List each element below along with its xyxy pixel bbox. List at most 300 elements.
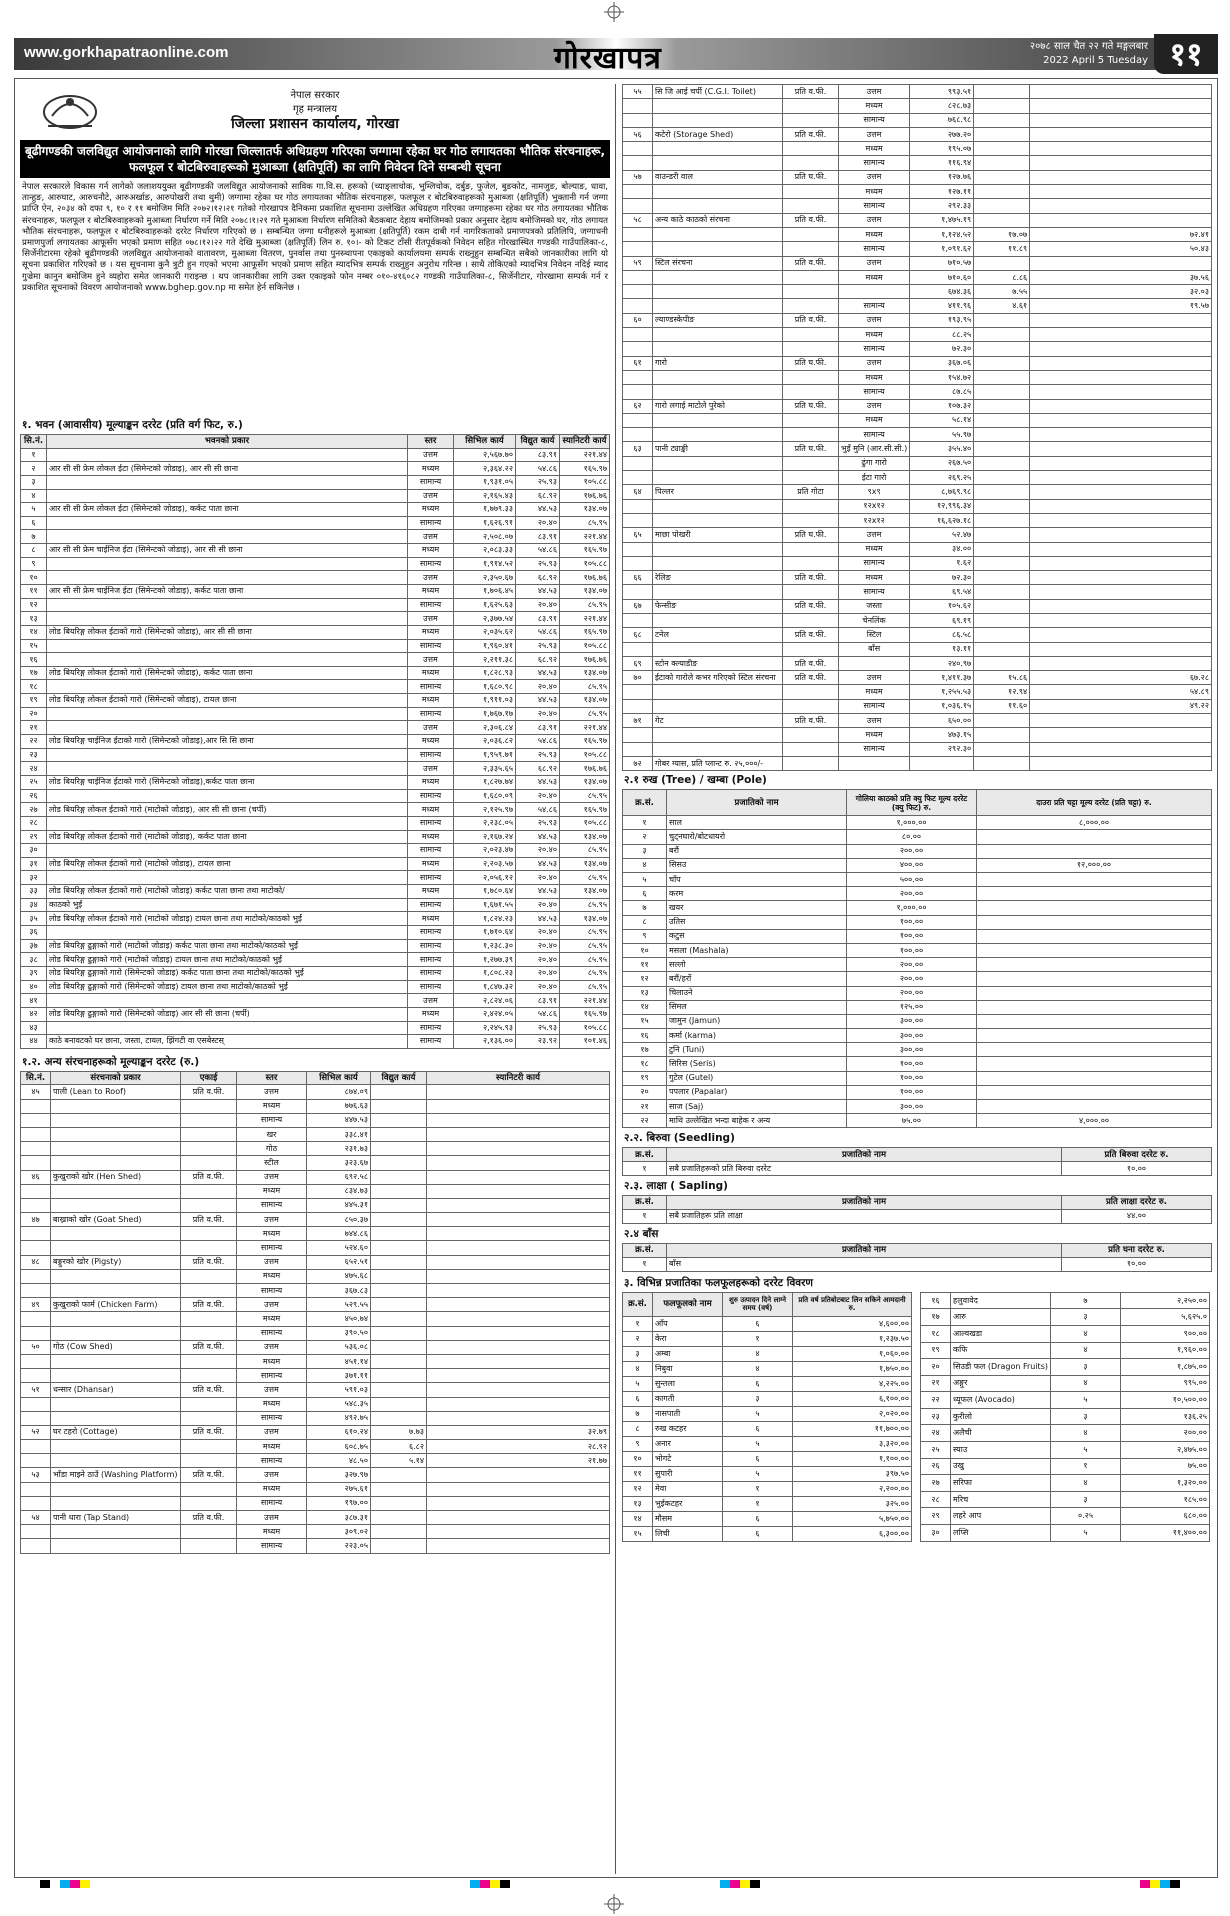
cell [910,756,974,770]
cell: १० [623,943,667,957]
cell: लहरे आप [951,1508,1051,1525]
cell [623,199,653,213]
cell: ५५.९७ [910,428,974,442]
cell: उत्तम [408,571,454,585]
cell: सामान्य [839,585,910,599]
cell [977,1071,1212,1085]
cell: ८,७६९.९८ [910,485,974,499]
cell: १,९६०.०० [1120,1342,1209,1359]
cell: १७ [623,1043,667,1057]
cell [51,1496,181,1510]
cell [974,170,1030,184]
cell: ४७ [21,1213,51,1227]
cell [974,585,1030,599]
cell [1030,370,1212,384]
cell: २०.४० [516,680,560,694]
cell: सामान्य [408,844,454,858]
cell [653,499,783,513]
table-header-row [623,1292,912,1316]
cell: सामान्य [408,557,454,571]
cell: ३००.०० [847,1043,977,1057]
table-row [623,1466,912,1481]
cell: २५.९३ [516,557,560,571]
cell: १६ [21,653,47,667]
cell [181,1454,237,1468]
cell [783,471,839,485]
cell: ४४.५३ [516,694,560,708]
table-row [623,1331,912,1346]
cell [653,299,783,313]
cell: २६९.२५ [910,471,974,485]
cell: २०.४० [516,926,560,940]
date-english: 2022 April 5 Tuesday [1043,55,1148,66]
cell [371,1085,427,1099]
cell: १,६८०.९८ [454,680,516,694]
cell [51,1411,181,1425]
cell: ११६.९४ [910,156,974,170]
cell [371,1227,427,1241]
cell: भोगटे [653,1451,723,1466]
cell: ६ [723,1316,793,1331]
cell: ३ [1050,1491,1120,1508]
fruit-table-left [622,1292,912,1542]
cell [47,639,408,653]
cell: साल [667,816,847,830]
cell: ६४ [623,485,653,499]
table-row [623,1100,1212,1114]
cell: मध्यम [408,694,454,708]
cell: उत्तम [237,1383,307,1397]
cell: ३००.०० [847,1100,977,1114]
table-row [623,742,1212,756]
cell: पपलार (Papalar) [667,1085,847,1099]
cell: १७ [921,1309,951,1326]
cell [181,1354,237,1368]
cell [427,1354,610,1368]
cell: ७२.३० [910,342,974,356]
cell: मध्यम [408,735,454,749]
cell: १०५.८८ [560,475,610,489]
cell [1030,571,1212,585]
cell: ६१०.२४ [307,1425,371,1439]
cell [1030,313,1212,327]
structure-continued-table [622,84,1212,771]
cell: सामान्य [839,699,910,713]
table-row [21,1269,610,1283]
cell: २,२०३.५७ [454,857,516,871]
cell [623,299,653,313]
table-row [21,1511,610,1525]
cell [21,1525,51,1539]
cell [371,1397,427,1411]
cell: २००.०० [847,887,977,901]
cell [1030,85,1212,99]
notice-header [20,84,610,136]
cell [181,1156,237,1170]
cell [1030,742,1212,756]
table-row [623,929,1212,943]
cell: ९००.०० [1120,1325,1209,1342]
col-header: विद्युत कार्य [371,1071,427,1085]
cell [181,1539,237,1553]
cell: १२x१२ [839,513,910,527]
cell: ३ [1050,1408,1120,1425]
cell: ८३.९१ [516,530,560,544]
cell [181,1241,237,1255]
cell: १३४.०७ [560,830,610,844]
cell: उत्तम [408,762,454,776]
cell: ६९.५४ [910,585,974,599]
cell [371,1184,427,1198]
cell: ५ [723,1406,793,1421]
cell: ४ [1050,1325,1120,1342]
cell: लिची [653,1526,723,1541]
cell: मध्यम [237,1099,307,1113]
table-row [921,1292,1210,1309]
cell: सामान्य [839,113,910,127]
cell [21,1284,51,1298]
cell: ११.८९ [974,242,1030,256]
cell: गोबर ग्यास, प्रति प्लान्ट रु. २५,०००/- [653,756,783,770]
cell [623,585,653,599]
cell: १ [623,1257,667,1271]
cell: १,०००.०० [847,901,977,915]
cell: २०.४० [516,707,560,721]
cell [783,227,839,241]
cell: २० [21,707,47,721]
table-row [623,499,1212,513]
cell [653,270,783,284]
cell [427,1142,610,1156]
cell: २,२५०.०० [1120,1292,1209,1309]
table-row [21,1340,610,1354]
cell: कुरीलो [951,1408,1051,1425]
cell: सामान्य [237,1113,307,1127]
table-row [623,285,1212,299]
cell [427,1525,610,1539]
cell: १७६.७६ [560,762,610,776]
cell [623,413,653,427]
cell [427,1213,610,1227]
cell: मध्यम [408,503,454,517]
cell: सामान्य [237,1326,307,1340]
table-row [623,1346,912,1361]
cell: गारो [653,356,783,370]
cell [783,642,839,656]
cell: १७.०७ [974,227,1030,241]
cell [653,413,783,427]
cell: ६,३००.०० [793,1526,912,1541]
table-row [623,585,1212,599]
table-row [623,972,1212,986]
building-rate-table [20,434,610,1049]
cell [974,370,1030,384]
cell [51,1354,181,1368]
cell [1030,113,1212,127]
cell: मध्यम [237,1312,307,1326]
cell: ३३ [21,885,47,899]
cell: १७ [21,666,47,680]
cell [974,599,1030,613]
cell: ५४.८६ [516,803,560,817]
cell: १६,६२७.१८ [910,513,974,527]
cell: ७४४.८६ [307,1227,371,1241]
cell: १,६२६.९१ [454,516,516,530]
cell: आल्वखडा [951,1325,1051,1342]
cell: ४ [1050,1475,1120,1492]
cell: १००.०० [847,929,977,943]
cell [977,1029,1212,1043]
cell: १३४.०७ [560,666,610,680]
cell: ६९.१९ [910,613,974,627]
cell: २,८२४.०६ [454,994,516,1008]
table-row [623,1043,1212,1057]
cell: ६७.२८ [1030,671,1212,685]
cell: ८ [623,1421,653,1436]
cell: ८३४.७३ [307,1184,371,1198]
cell: १,६७१.५५ [454,898,516,912]
cell: सामान्य [839,385,910,399]
cell: ६१ [623,356,653,370]
table-row [21,748,610,762]
cell [427,1284,610,1298]
cell: उत्तम [839,85,910,99]
cell: उतिस [667,915,847,929]
cell [371,1468,427,1482]
cell: १३४.०७ [560,775,610,789]
cell: आर सी सी फ्रेम लोकल ईटा (सिमेन्टको जोडाइ), कर्कट पाता छाना [47,503,408,517]
table-row [623,199,1212,213]
table-row [21,1035,610,1049]
cell: १,८४७.३२ [454,980,516,994]
cell [371,1511,427,1525]
cell: ३००.०० [847,1014,977,1028]
table-row [623,628,1212,642]
cell: २९२.३० [910,742,974,756]
cell: ८५.९५ [560,871,610,885]
site-url[interactable]: www.gorkhapatraonline.com [24,44,229,61]
cell: ८५.९५ [560,707,610,721]
cell [371,1326,427,1340]
cell: सामान्य [408,598,454,612]
cell [623,227,653,241]
cell: ६ [21,516,47,530]
cell [1030,170,1212,184]
cell: मसला (Mashala) [667,943,847,957]
cell: ११,४००.०० [1120,1525,1209,1542]
other-structure-table [20,1071,610,1554]
cell [427,1198,610,1212]
cell: ६८.९२ [516,762,560,776]
col-header: क्र.सं. [623,790,667,816]
table-row [921,1375,1210,1392]
cell: उत्तम [237,1213,307,1227]
cell: १४ [623,1511,653,1526]
table-row [623,915,1212,929]
table-row [623,599,1212,613]
cell: १ [623,1161,667,1175]
cell: सामान्य [237,1496,307,1510]
cell: २ [21,462,47,476]
cell: ४,०००.०० [977,1114,1212,1128]
cell [977,958,1212,972]
cell: १२.९४ [974,685,1030,699]
cell: मध्यम [237,1482,307,1496]
cell: भाँडा माझ्ने ठाउँ (Washing Platform) [51,1468,181,1482]
cell: करम [667,887,847,901]
cell: २०.४० [516,898,560,912]
cell: लोड बियरिङ्ग लोकल ईटाको गारो (माटोको जोडाइ) कर्कट पाता छाना तथा माटोको/ [47,885,408,899]
cell: ३६ [21,926,47,940]
cell: ६ [723,1511,793,1526]
cell [653,471,783,485]
cell: लोड बियरिङ्ग ढुङ्गाको गारो (सिमेन्टको जोडाइ) आर सी सी छाना (चर्पी) [47,1007,408,1021]
cell [51,1326,181,1340]
col-header: सि.नं. [21,435,47,449]
cell [21,1269,51,1283]
cell [974,256,1030,270]
cell [974,99,1030,113]
cell: ७१०.५७ [910,256,974,270]
nepal-emblem-icon [20,84,120,136]
cell: उत्तम [237,1170,307,1184]
cell: ४९.२२ [1030,699,1212,713]
cell: मध्यम [237,1227,307,1241]
cell [181,1198,237,1212]
cell [653,185,783,199]
table-row [21,1425,610,1439]
cell [51,1539,181,1553]
cell [181,1284,237,1298]
cell [427,1326,610,1340]
cell [371,1113,427,1127]
cell: पानी ट्याङ्की [653,442,783,456]
cell: ३२५.०० [793,1496,912,1511]
cell: ८५.९५ [560,680,610,694]
cell: ४ [623,1361,653,1376]
cell: २५ [921,1442,951,1459]
cell [974,385,1030,399]
cell: मध्यम [408,885,454,899]
cell: ६८ [623,628,653,642]
cell: ईटा गारो [839,471,910,485]
cell: प्रति व.फी. [783,571,839,585]
table-row [623,142,1212,156]
cell: ३२७.९७ [307,1468,371,1482]
cell [653,370,783,384]
cell: प्रति व.फी. [181,1425,237,1439]
cell: जस्ता [839,599,910,613]
table-row [921,1525,1210,1542]
cell: ४ [1050,1425,1120,1442]
section-2-3-title: २.३. लाक्षा ( Sapling) [624,1180,728,1193]
cell [427,1383,610,1397]
cell [181,1440,237,1454]
cell [51,1227,181,1241]
cell [371,1482,427,1496]
cell [977,901,1212,915]
table-row [623,413,1212,427]
cell: लोड बियरिङ्ग चाईनिज ईटाको गारो (सिमेन्टको जोडाइ),कर्कट पाता छाना [47,775,408,789]
cell: २२१.४४ [560,612,610,626]
table-row [623,671,1212,685]
cell: उत्तम [237,1298,307,1312]
cell: १९७.०० [307,1496,371,1510]
cell: ४ [21,489,47,503]
cell [974,556,1030,570]
table-row [623,656,1212,670]
cell [181,1099,237,1113]
col-header: सिभिल कार्य [307,1071,371,1085]
cell: ४६ [21,1170,51,1184]
table-row [623,1451,912,1466]
cell: २२३.०५ [307,1539,371,1553]
cell: ६५०.०० [910,714,974,728]
table-row [921,1359,1210,1376]
cell: ६ [723,1421,793,1436]
cell [974,571,1030,585]
cell: मौसम [653,1511,723,1526]
table-row [21,816,610,830]
cell: उत्तम [237,1425,307,1439]
cell: कफि [951,1342,1051,1359]
cell: १०.०० [1062,1161,1212,1175]
cell [623,556,653,570]
table-row [21,789,610,803]
cell: गारो लगाई माटोले पुरेको [653,399,783,413]
table-row [623,887,1212,901]
cell: ८५.९५ [560,844,610,858]
cell: २२१.४४ [560,994,610,1008]
cell: ७ [623,1406,653,1421]
cell [653,113,783,127]
cell: ३१ [21,857,47,871]
cell: ३०९.०२ [307,1525,371,1539]
cell: उत्तम [839,170,910,184]
cell: ढुंगा गारो [839,456,910,470]
cell [371,1198,427,1212]
cell [1030,513,1212,527]
cell: ३२.०३ [1030,285,1212,299]
table-row [623,1029,1212,1043]
cell: ५९ [623,256,653,270]
cell [623,685,653,699]
cell: १२,९९६.३४ [910,499,974,513]
cell: ५ [623,873,667,887]
cell: पाली (Lean to Roof) [51,1085,181,1099]
cell [47,489,408,503]
cell: २००.०० [847,958,977,972]
cell: सामान्य [237,1369,307,1383]
cell: १,७०६.४५ [454,585,516,599]
cell: १,०६०.०० [793,1346,912,1361]
table-row [623,485,1212,499]
cell [974,528,1030,542]
table-row [623,1406,912,1421]
table-row [623,571,1212,585]
cell: बङ्गुरको खोर (Pigsty) [51,1255,181,1269]
cell [977,1085,1212,1099]
table-row [21,1525,610,1539]
cell [783,699,839,713]
cell: ६३ [623,442,653,456]
cell: १,७६७.१७ [454,707,516,721]
cell: जामुन (Jamun) [667,1014,847,1028]
cell: २,०५६.१२ [454,871,516,885]
cell: अन्य काठे काठको संरचना [653,213,783,227]
cell [427,1340,610,1354]
cell: पानी धारा (Tap Stand) [51,1511,181,1525]
